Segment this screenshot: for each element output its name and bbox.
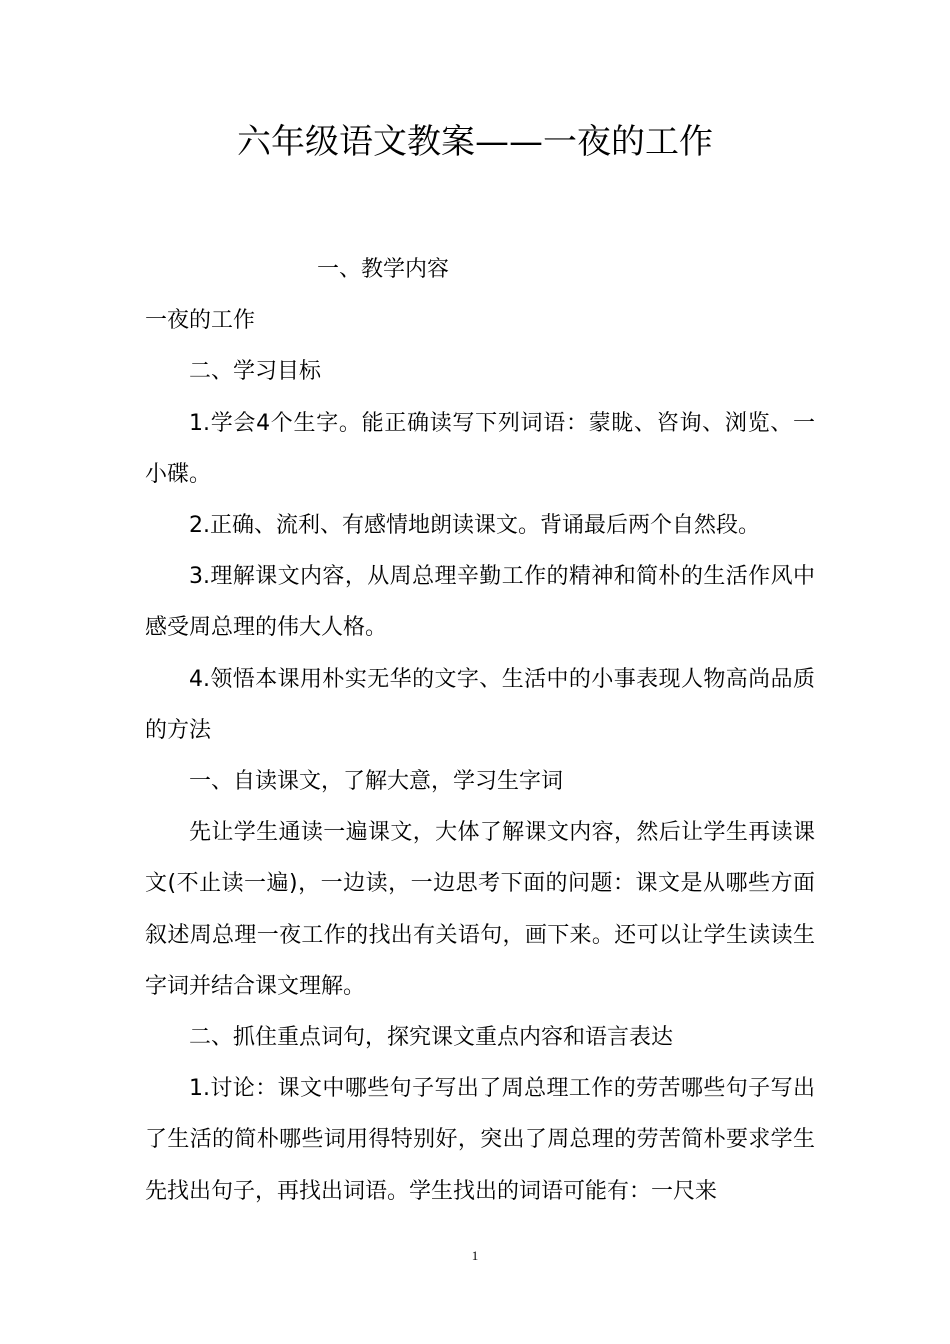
goal-item-2: 2.正确、流利、有感情地朗读课文。背诵最后两个自然段。 xyxy=(189,513,760,539)
section-heading-teaching-content: 一、教学内容 xyxy=(317,257,450,282)
step-heading-key-sentences: 二、抓住重点词句，探究课文重点内容和语言表达 xyxy=(189,1025,674,1051)
goal-item-3: 3.理解课文内容，从周总理辛勤工作的精神和简朴的生活作风中感受周总理的伟大人格。 xyxy=(145,564,815,641)
goal-item-1: 1.学会4个生字。能正确读写下列词语：蒙眬、咨询、浏览、一小碟。 xyxy=(145,410,815,487)
goal-item-4: 4.领悟本课用朴实无华的文字、生活中的小事表现人物高尚品质的方法 xyxy=(145,666,815,743)
section-heading-learning-goals: 二、学习目标 xyxy=(189,359,322,385)
step-paragraph-self-reading: 先让学生通读一遍课文，大体了解课文内容，然后让学生再读课文(不止读一遍)，一边读，一边思考下面的问题：课文是从哪些方面叙述周总理一夜工作的找出有关语句，画下来。还可以让学生读读生字词并结合课文理解。 xyxy=(145,820,815,999)
step-heading-self-reading: 一、自读课文，了解大意，学习生字词 xyxy=(189,769,564,795)
page-number: 1 xyxy=(471,1248,479,1263)
document-title: 六年级语文教案——一夜的工作 xyxy=(237,122,713,162)
lesson-name: 一夜的工作 xyxy=(145,308,256,334)
discussion-item-1: 1.讨论：课文中哪些句子写出了周总理工作的劳苦哪些句子写出了生活的简朴哪些词用得特别好，突出了周总理的劳苦简朴要求学生先找出句子，再找出词语。学生找出的词语可能有：一尺来 xyxy=(145,1076,815,1204)
document-body xyxy=(145,244,815,1217)
